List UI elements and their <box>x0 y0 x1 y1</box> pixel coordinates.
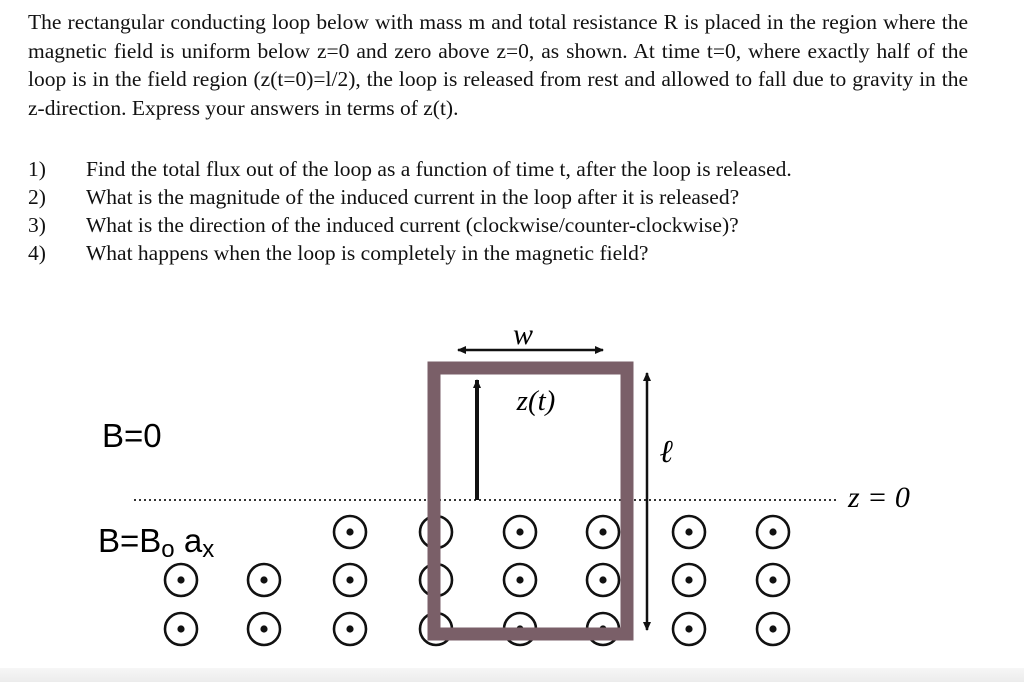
magnetic-field-dots <box>165 516 789 645</box>
question-text: What is the direction of the induced current (clockwise/counter-clockwise)? <box>86 213 739 237</box>
question-text: What is the magnitude of the induced current in the loop after it is released? <box>86 185 740 209</box>
width-label: w <box>512 318 534 351</box>
question-number: 1) <box>28 157 46 181</box>
question-number: 2) <box>28 185 46 209</box>
field-dot-icon <box>165 613 197 645</box>
field-label-unit: a <box>174 522 203 559</box>
field-dot-icon <box>673 613 705 645</box>
field-dot-icon <box>334 564 366 596</box>
field-label-unit-subscript: x <box>202 536 215 563</box>
field-dot-icon <box>757 516 789 548</box>
question-number: 3) <box>28 213 46 237</box>
field-dot-icon <box>757 613 789 645</box>
boundary-label: z = 0 <box>848 481 910 514</box>
length-label: ℓ <box>659 433 673 469</box>
field-dot-icon <box>504 564 536 596</box>
field-dot-icon <box>673 516 705 548</box>
field-dot-icon <box>504 516 536 548</box>
field-dot-icon <box>673 564 705 596</box>
field-label-main: B=B <box>98 522 162 559</box>
question-text: Find the total flux out of the loop as a function of time t, after the loop is released. <box>86 157 792 181</box>
z-position-label: z(t) <box>516 385 556 417</box>
field-dot-icon <box>248 564 280 596</box>
field-dot-icon <box>334 516 366 548</box>
field-dot-icon <box>334 613 366 645</box>
field-dot-icon <box>587 564 619 596</box>
field-dot-icon <box>757 564 789 596</box>
field-dot-icon <box>165 564 197 596</box>
field-dot-icon <box>248 613 280 645</box>
question-text: What happens when the loop is completely in the magnetic field? <box>86 241 649 265</box>
question-number: 4) <box>28 241 46 265</box>
problem-statement: The rectangular conducting loop below with mass m and total resistance R is placed in the region where the magnetic field is uniform below z=0 and zero above z=0, as shown. At time t=0, where exactly half of the loop is in the field region (z(t=0)=l/2), the loop is released from rest and allowed to fall due to gravity in the z-direction. Express your answers in terms of z(t). <box>28 10 968 120</box>
bottom-edge <box>0 668 1024 682</box>
zero-field-label: B=0 <box>102 417 162 454</box>
field-label <box>98 522 214 563</box>
field-dot-icon <box>587 516 619 548</box>
field-label-subscript: o <box>161 536 175 563</box>
